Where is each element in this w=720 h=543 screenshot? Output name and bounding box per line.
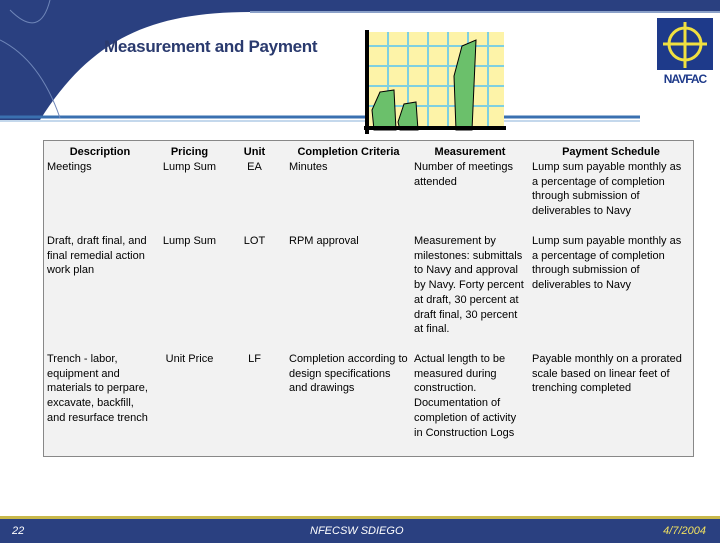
footer-bar (0, 516, 720, 543)
cell-completion: RPM approval (289, 235, 359, 247)
cell-pricing: Lump Sum (162, 235, 217, 247)
measurement-payment-table (43, 140, 694, 457)
slide-title: Measurement and Payment (104, 37, 318, 56)
column-header: Description (69, 146, 131, 158)
page-number: 22 (12, 525, 25, 537)
cell-description: Meetings (47, 161, 92, 173)
chart-clipart-icon (360, 28, 508, 134)
table-row (44, 160, 693, 234)
table-row (44, 352, 693, 440)
column-header: Measurement (434, 146, 506, 158)
cell-measurement: Measurement by milestones: submittals to Navy and approval by Navy. Forty percent at draft, 30 percent at draft final, 30 percent at final. (414, 235, 524, 336)
cell-payment: Payable monthly on a prorated scale based on linear feet of trenching completed (532, 353, 682, 395)
cell-pricing: Unit Price (165, 353, 214, 365)
column-header: Pricing (170, 146, 209, 158)
table-row (44, 234, 693, 352)
column-header: Payment Schedule (562, 146, 660, 158)
cell-description: Trench - labor, equipment and materials to perpare, excavate, backfill, and resurface trench (47, 353, 148, 424)
cell-pricing: Lump Sum (162, 161, 217, 173)
cell-measurement: Number of meetings attended (414, 161, 514, 188)
cell-payment: Lump sum payable monthly as a percentage of completion through submission of deliverables to Navy (532, 235, 682, 292)
cell-unit: LF (248, 353, 261, 365)
cell-measurement: Actual length to be measured during construction. Documentation of completion of activity in Construction Logs (414, 353, 517, 439)
cell-unit: EA (247, 161, 262, 173)
footer-date: 4/7/2004 (663, 525, 706, 537)
column-header: Unit (243, 146, 266, 158)
table-header-row (44, 144, 693, 160)
cell-completion: Minutes (289, 161, 328, 173)
footer-org: NFECSW SDIEGO (310, 525, 404, 537)
cell-completion: Completion according to design specifications and drawings (289, 353, 408, 395)
cell-payment: Lump sum payable monthly as a percentage of completion through submission of deliverables to Navy (532, 161, 682, 218)
column-header: Completion Criteria (297, 146, 400, 158)
cell-unit: LOT (243, 235, 266, 247)
cell-description: Draft, draft final, and final remedial action work plan (47, 235, 147, 277)
logo-text: NAVFAC (663, 72, 707, 86)
